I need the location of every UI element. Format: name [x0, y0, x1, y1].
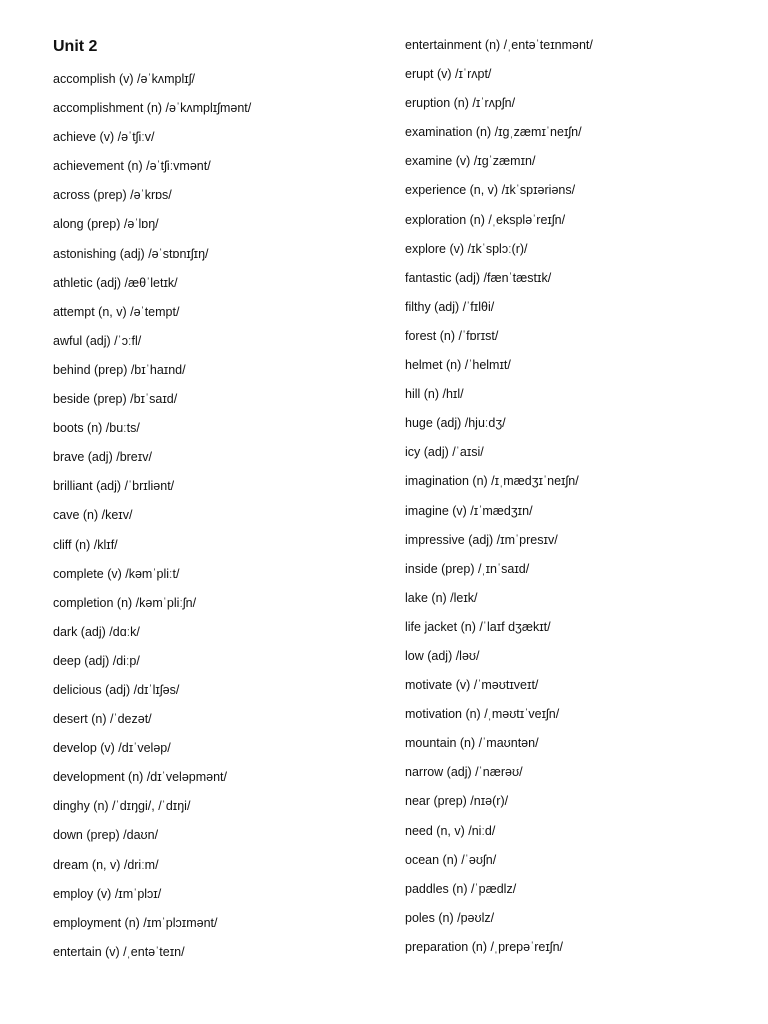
vocabulary-entry: complete (v) /kəmˈpliːt/	[53, 566, 180, 581]
vocabulary-entry: narrow (adj) /ˈnærəʊ/	[405, 765, 523, 780]
vocabulary-entry: huge (adj) /hjuːdʒ/	[405, 416, 506, 431]
vocabulary-entry: low (adj) /ləʊ/	[405, 648, 480, 663]
vocabulary-entry: fantastic (adj) /fænˈtæstɪk/	[405, 270, 552, 285]
vocabulary-entry: helmet (n) /ˈhelmɪt/	[405, 358, 511, 373]
vocabulary-entry: paddles (n) /ˈpædlz/	[405, 881, 517, 896]
vocabulary-entry: motivate (v) /ˈməʊtɪveɪt/	[405, 678, 539, 693]
vocabulary-entry: develop (v) /dɪˈveləp/	[53, 741, 171, 756]
vocabulary-entry: beside (prep) /bɪˈsaɪd/	[53, 392, 178, 407]
vocabulary-entry: preparation (n) /ˌprepəˈreɪʃn/	[405, 939, 563, 954]
vocabulary-entry: hill (n) /hɪl/	[405, 387, 464, 402]
vocabulary-entry: behind (prep) /bɪˈhaɪnd/	[53, 362, 186, 377]
vocabulary-entry: examine (v) /ɪɡˈzæmɪn/	[405, 154, 536, 169]
vocabulary-entry: erupt (v) /ɪˈrʌpt/	[405, 67, 492, 82]
vocabulary-entry: lake (n) /leɪk/	[405, 590, 478, 605]
vocabulary-entry: achievement (n) /əˈtʃiːvmənt/	[53, 159, 211, 174]
vocabulary-entry: astonishing (adj) /əˈstɒnɪʃɪŋ/	[53, 246, 209, 261]
vocabulary-entry: across (prep) /əˈkrɒs/	[53, 188, 172, 203]
vocabulary-entry: boots (n) /buːts/	[53, 421, 140, 436]
vocabulary-entry: mountain (n) /ˈmaʊntən/	[405, 736, 539, 751]
vocabulary-entry: impressive (adj) /ɪmˈpresɪv/	[405, 532, 558, 547]
unit-title: Unit 2	[53, 38, 98, 55]
vocabulary-entry: entertain (v) /ˌentəˈteɪn/	[53, 944, 185, 959]
vocabulary-entry: eruption (n) /ɪˈrʌpʃn/	[405, 96, 516, 111]
vocabulary-entry: awful (adj) /ˈɔːfl/	[53, 333, 142, 348]
vocabulary-entry: imagine (v) /ɪˈmædʒɪn/	[405, 503, 533, 518]
vocabulary-entry: inside (prep) /ˌɪnˈsaɪd/	[405, 561, 530, 576]
vocabulary-entry: dream (n, v) /driːm/	[53, 857, 159, 872]
vocabulary-entry: along (prep) /əˈlɒŋ/	[53, 217, 159, 232]
vocabulary-entry: imagination (n) /ɪˌmædʒɪˈneɪʃn/	[405, 474, 579, 489]
vocabulary-entry: near (prep) /nɪə(r)/	[405, 794, 509, 809]
vocabulary-entry: experience (n, v) /ɪkˈspɪəriəns/	[405, 183, 576, 198]
vocabulary-entry: filthy (adj) /ˈfɪlθi/	[405, 299, 495, 314]
vocabulary-entry: cave (n) /keɪv/	[53, 508, 133, 523]
vocabulary-entry: accomplish (v) /əˈkʌmplɪʃ/	[53, 72, 195, 86]
vocabulary-entry: motivation (n) /ˌməʊtɪˈveɪʃn/	[405, 707, 560, 722]
vocabulary-column-left	[53, 70, 251, 972]
vocabulary-entry: dinghy (n) /ˈdɪŋgi/, /ˈdɪŋi/	[53, 799, 191, 814]
vocabulary-entry: explore (v) /ɪkˈsplɔː(r)/	[405, 241, 528, 256]
vocabulary-entry: life jacket (n) /ˈlaɪf dʒækɪt/	[405, 619, 551, 634]
vocabulary-entry: poles (n) /pəʊlz/	[405, 910, 495, 925]
vocabulary-entry: need (n, v) /niːd/	[405, 823, 496, 838]
vocabulary-entry: deep (adj) /diːp/	[53, 653, 140, 668]
vocabulary-entry: dark (adj) /dɑːk/	[53, 624, 140, 639]
vocabulary-entry: icy (adj) /ˈaɪsi/	[405, 445, 484, 460]
vocabulary-entry: ocean (n) /ˈəʊʃn/	[405, 852, 497, 867]
vocabulary-entry: achieve (v) /əˈtʃiːv/	[53, 130, 155, 145]
vocabulary-entry: employment (n) /ɪmˈplɔɪmənt/	[53, 915, 218, 930]
vocabulary-entry: cliff (n) /klɪf/	[53, 537, 118, 552]
vocabulary-entry: desert (n) /ˈdezət/	[53, 712, 152, 727]
vocabulary-entry: down (prep) /daʊn/	[53, 828, 159, 843]
vocabulary-entry: brave (adj) /breɪv/	[53, 450, 152, 465]
vocabulary-entry: accomplishment (n) /əˈkʌmplɪʃmənt/	[53, 101, 252, 116]
vocabulary-entry: completion (n) /kəmˈpliːʃn/	[53, 595, 197, 610]
vocabulary-entry: entertainment (n) /ˌentəˈteɪnmənt/	[405, 38, 593, 52]
vocabulary-entry: development (n) /dɪˈveləpmənt/	[53, 770, 227, 785]
vocabulary-entry: athletic (adj) /æθˈletɪk/	[53, 275, 178, 290]
vocabulary-column-right	[405, 36, 593, 967]
vocabulary-entry: attempt (n, v) /əˈtempt/	[53, 304, 180, 319]
vocabulary-entry: delicious (adj) /dɪˈlɪʃəs/	[53, 682, 180, 697]
vocabulary-entry: brilliant (adj) /ˈbrɪliənt/	[53, 479, 175, 494]
vocabulary-entry: exploration (n) /ˌekspləˈreɪʃn/	[405, 212, 566, 227]
vocabulary-entry: forest (n) /ˈfɒrɪst/	[405, 328, 499, 343]
vocabulary-entry: employ (v) /ɪmˈplɔɪ/	[53, 886, 162, 901]
vocabulary-entry: examination (n) /ɪɡˌzæmɪˈneɪʃn/	[405, 125, 582, 140]
